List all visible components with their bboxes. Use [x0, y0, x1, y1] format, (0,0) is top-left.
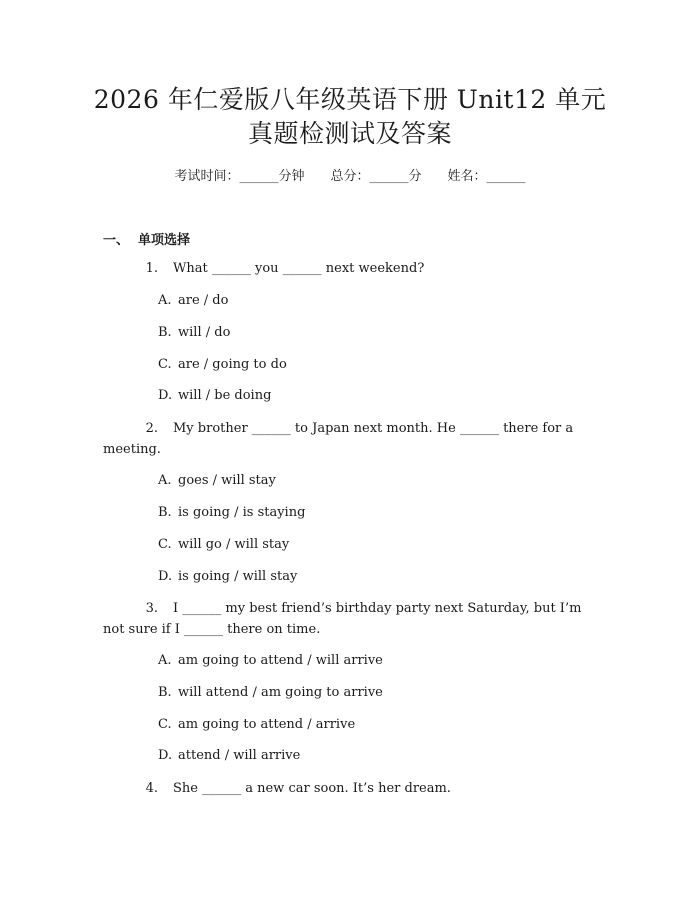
- question-text-line2: not sure if I ______ there on time.: [103, 622, 321, 637]
- student-name-field: 姓名：______: [447, 169, 526, 184]
- option-2b[interactable]: [158, 504, 305, 522]
- question-text-line1: I ______ my best friend’s birthday party next Saturday, but I’m: [173, 601, 582, 616]
- option-3b[interactable]: [158, 684, 383, 702]
- option-label: A.: [158, 473, 172, 488]
- option-3a[interactable]: [158, 652, 383, 670]
- question-number: 4.: [145, 781, 158, 796]
- question-3: [103, 599, 583, 619]
- option-label: D.: [158, 569, 173, 584]
- section-number: 一、: [103, 233, 130, 248]
- question-3-continued: [103, 620, 583, 640]
- section-title: 单项选择: [138, 233, 191, 248]
- question-number: 3.: [145, 601, 158, 616]
- option-1a[interactable]: [158, 292, 228, 310]
- question-text: She ______ a new car soon. It’s her dream.: [173, 781, 451, 796]
- option-text: am going to attend / arrive: [178, 717, 356, 732]
- option-label: C.: [158, 717, 172, 732]
- exam-meta-line: [0, 168, 700, 186]
- question-1: [103, 259, 583, 279]
- option-1d[interactable]: [158, 387, 271, 405]
- question-2: [103, 419, 583, 439]
- option-text: attend / will arrive: [178, 748, 301, 763]
- option-label: D.: [158, 748, 173, 763]
- question-2-continued: [103, 440, 583, 460]
- option-label: A.: [158, 653, 172, 668]
- option-text: will attend / am going to arrive: [178, 685, 383, 700]
- option-text: am going to attend / will arrive: [178, 653, 383, 668]
- question-number: 1.: [145, 261, 158, 276]
- option-2a[interactable]: [158, 472, 276, 490]
- option-label: A.: [158, 293, 172, 308]
- option-text: are / do: [178, 293, 229, 308]
- question-number: 2.: [145, 421, 158, 436]
- option-2c[interactable]: [158, 536, 289, 554]
- option-text: will / do: [178, 325, 231, 340]
- option-1c[interactable]: [158, 356, 287, 374]
- question-4: [103, 779, 583, 799]
- option-label: C.: [158, 537, 172, 552]
- option-text: are / going to do: [178, 357, 287, 372]
- exam-time-field: 考试时间：______分钟: [174, 169, 305, 184]
- option-label: D.: [158, 388, 173, 403]
- option-text: is going / will stay: [178, 569, 298, 584]
- option-2d[interactable]: [158, 568, 297, 586]
- option-3c[interactable]: [158, 716, 355, 734]
- option-text: will go / will stay: [178, 537, 290, 552]
- option-text: will / be doing: [178, 388, 272, 403]
- document-title-line2: 真题检测试及答案: [247, 119, 452, 148]
- option-text: goes / will stay: [178, 473, 276, 488]
- document-title-line1: 2026 年仁爱版八年级英语下册 Unit12 单元: [93, 85, 607, 114]
- option-label: B.: [158, 325, 172, 340]
- question-text-line2: meeting.: [103, 442, 161, 457]
- option-label: B.: [158, 505, 172, 520]
- question-text-line1: My brother ______ to Japan next month. He ______ there for a: [173, 421, 574, 436]
- section-heading: [103, 229, 190, 248]
- total-score-field: 总分：______分: [330, 169, 422, 184]
- option-text: is going / is staying: [178, 505, 306, 520]
- option-1b[interactable]: [158, 324, 230, 342]
- option-label: B.: [158, 685, 172, 700]
- question-text: What ______ you ______ next weekend?: [173, 261, 425, 276]
- option-label: C.: [158, 357, 172, 372]
- option-3d[interactable]: [158, 747, 300, 765]
